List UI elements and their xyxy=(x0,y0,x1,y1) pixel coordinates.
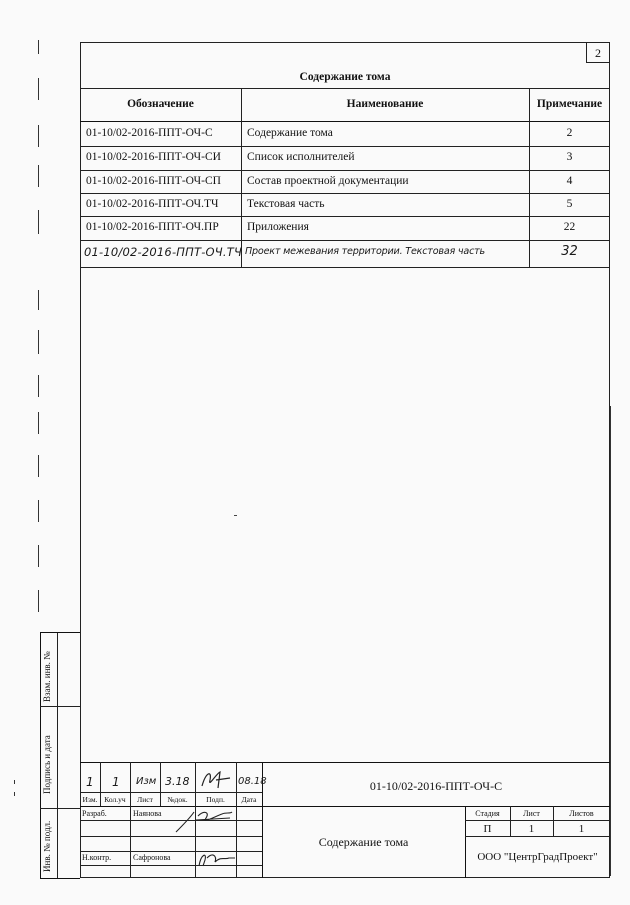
margin-mark xyxy=(38,165,39,187)
change-date: 08.18 xyxy=(238,776,267,787)
row-code: 01-10/02-2016-ППТ-ОЧ.ТЧ xyxy=(86,198,219,210)
sheet-label: Лист xyxy=(523,809,540,818)
razrab-name: Наянова xyxy=(133,809,162,818)
margin-mark xyxy=(38,210,39,234)
razrab-signature xyxy=(172,806,236,836)
row-name: Содержание тома xyxy=(247,127,333,139)
margin-mark xyxy=(38,330,39,354)
change-list: Изм xyxy=(136,776,157,787)
label-date: Дата xyxy=(241,795,257,804)
margin-mark xyxy=(38,40,39,54)
label-list: Лист xyxy=(137,795,153,804)
row-name: Список исполнителей xyxy=(247,151,355,163)
razrab-label: Разраб. xyxy=(82,809,107,818)
row-name: Проект межевания территории. Текстовая часть xyxy=(245,246,485,257)
sheets-label: Листов xyxy=(569,809,594,818)
margin-mark xyxy=(38,412,39,434)
label-izm: Изм. xyxy=(82,795,98,804)
margin-mark xyxy=(38,590,39,612)
sheets-value: 1 xyxy=(578,823,585,835)
document-frame xyxy=(80,42,610,878)
stray-mark xyxy=(234,515,237,516)
row-name: Состав проектной документации xyxy=(247,175,409,187)
row-code: 01-10/02-2016-ППТ-ОЧ.ПР xyxy=(86,221,219,233)
stage-value: П xyxy=(483,823,492,835)
organization-name: ООО "ЦентрГрадПроект" xyxy=(477,851,598,863)
margin-mark xyxy=(38,500,39,522)
label-kol: Кол.уч xyxy=(104,795,126,804)
section-title: Содержание тома xyxy=(299,71,391,83)
row-note: 32 xyxy=(561,244,578,259)
change-kol: 1 xyxy=(112,775,120,789)
frame-edge xyxy=(610,406,611,876)
row-note: 2 xyxy=(566,127,573,139)
row-code: 01-10/02-2016-ППТ-ОЧ-СП xyxy=(86,175,221,187)
stamp-inv-label: Инв. № подл. xyxy=(42,820,52,872)
row-name: Приложения xyxy=(247,221,309,233)
doc-code: 01-10/02-2016-ППТ-ОЧ-С xyxy=(369,779,503,793)
column-header-designation: Обозначение xyxy=(127,98,194,110)
margin-mark xyxy=(14,780,15,784)
row-code: 01-10/02-2016-ППТ-ОЧ-СИ xyxy=(86,151,221,163)
margin-mark xyxy=(38,78,39,100)
column-header-name: Наименование xyxy=(346,98,424,110)
nkontr-signature xyxy=(195,848,237,870)
stamp-podpis-label: Подпись и дата xyxy=(42,735,52,794)
sheet-value: 1 xyxy=(528,823,535,835)
change-signature xyxy=(198,766,234,792)
margin-mark xyxy=(38,125,39,147)
stage-label: Стадия xyxy=(475,809,500,818)
margin-mark xyxy=(14,792,15,796)
row-code: 01-10/02-2016-ППТ-ОЧ.ТЧ xyxy=(84,245,243,259)
nkontr-label: Н.контр. xyxy=(82,853,112,862)
nkontr-name: Сафронова xyxy=(133,853,171,862)
row-note: 5 xyxy=(566,198,573,210)
stamp-vzam-label: Взам. инв. № xyxy=(42,651,52,702)
row-code: 01-10/02-2016-ППТ-ОЧ-С xyxy=(86,127,213,139)
row-note: 4 xyxy=(566,175,573,187)
margin-mark xyxy=(38,375,39,397)
label-ndok: №док. xyxy=(167,795,188,804)
row-name: Текстовая часть xyxy=(247,198,325,210)
column-header-note: Примечание xyxy=(536,98,603,110)
page-number: 2 xyxy=(595,46,601,60)
doc-title: Содержание тома xyxy=(318,835,409,849)
margin-mark xyxy=(38,455,39,477)
row-note: 22 xyxy=(563,221,576,233)
change-ndok: 3.18 xyxy=(165,775,190,788)
margin-mark xyxy=(38,545,39,567)
change-izm: 1 xyxy=(86,775,94,789)
margin-mark xyxy=(38,290,39,310)
row-note: 3 xyxy=(566,151,573,163)
label-podp: Подп. xyxy=(206,795,225,804)
